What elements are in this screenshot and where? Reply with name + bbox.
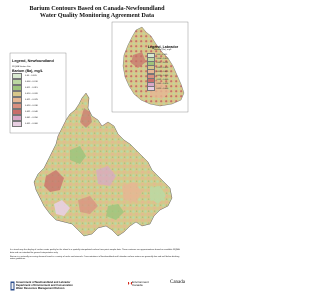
newfoundland-legend-label: 0.041 - 0.050 xyxy=(25,117,38,119)
dept-line-2: Department of Environment and Conservation xyxy=(16,284,73,288)
newfoundland-legend-label: 0.016 - 0.020 xyxy=(25,93,38,95)
note-paragraph-1: In a trend map the display of surface water quality for the island is a spatially interpolated surface from point sample data. These contours are approximations based on available WQMA data and are intended for general interpretation only. xyxy=(10,249,180,254)
dept-line-1: Government of Newfoundland and Labrador xyxy=(16,281,71,284)
labrador-legend-classes xyxy=(147,53,181,91)
newfoundland-legend-classes xyxy=(12,73,60,127)
newfoundland-legend-label: 0.00 - 0.005 xyxy=(25,75,37,77)
environment-canada-signature xyxy=(132,281,168,288)
map-notes xyxy=(10,249,184,262)
env-line-1: Environment xyxy=(132,280,149,284)
labrador-legend xyxy=(145,45,181,90)
labrador-legend-label: 0.041 - 0.050 xyxy=(156,83,169,86)
labrador-legend-label: 0.026 - 0.030 xyxy=(156,75,169,78)
labrador-legend-label: 0.051 - 0.060 xyxy=(156,87,169,90)
map-title-line1: Barium Contours Based on Canada-Newfoundland xyxy=(29,5,165,12)
newfoundland-legend-label: 0.011 - 0.015 xyxy=(25,87,38,89)
labrador-legend-subtitle: Barium (Ba), mg/L xyxy=(154,49,172,51)
labrador-legend-label: 0.011 - 0.015 xyxy=(156,62,169,65)
labrador-legend-swatch xyxy=(147,86,155,91)
newfoundland-legend-label: 0.051 - 0.060 xyxy=(25,123,38,125)
note-paragraph-2: Barium is a naturally occurring element found in a variety of rocks and minerals. Concentrations in Newfoundland and Labrador surface waters are generally low and well below drinking water guidelines. xyxy=(10,255,180,261)
newfoundland-legend-label: 0.021 - 0.025 xyxy=(25,99,38,101)
labrador-legend-label: 0.006 - 0.010 xyxy=(156,58,169,61)
labrador-legend-label: 0.016 - 0.020 xyxy=(156,66,169,69)
footer xyxy=(6,280,194,298)
labrador-legend-row xyxy=(147,87,181,91)
newfoundland-legend-swatch xyxy=(12,121,22,128)
labrador-legend-label: 0.031 - 0.040 xyxy=(156,79,169,82)
wqma-station-label: WQMA Station Site xyxy=(12,66,31,68)
newfoundland-legend-title: Legend, Newfoundland xyxy=(12,59,54,63)
labrador-legend-label: 0.021 - 0.025 xyxy=(156,70,169,73)
newfoundland-legend xyxy=(12,59,60,127)
newfoundland-legend-label: 0.031 - 0.040 xyxy=(25,111,38,113)
government-crest-icon xyxy=(10,281,15,291)
labrador-legend-label: 0.00 - 0.005 xyxy=(156,54,168,57)
newfoundland-legend-row xyxy=(12,121,60,127)
department-text xyxy=(16,281,73,290)
newfoundland-legend-label: 0.006 - 0.010 xyxy=(25,81,38,83)
newfoundland-legend-label: 0.026 - 0.030 xyxy=(25,105,38,107)
env-line-2: Canada xyxy=(132,283,143,288)
canada-wordmark: Canada xyxy=(170,280,185,285)
labrador-legend-title: Legend, Labrador xyxy=(147,45,179,49)
dept-line-3: Water Resources Management Division xyxy=(16,287,65,291)
parameter-label: Barium (Ba), mg/L xyxy=(12,69,43,73)
map-title-line2: Water Quality Monitoring Agreement Data xyxy=(39,12,155,19)
